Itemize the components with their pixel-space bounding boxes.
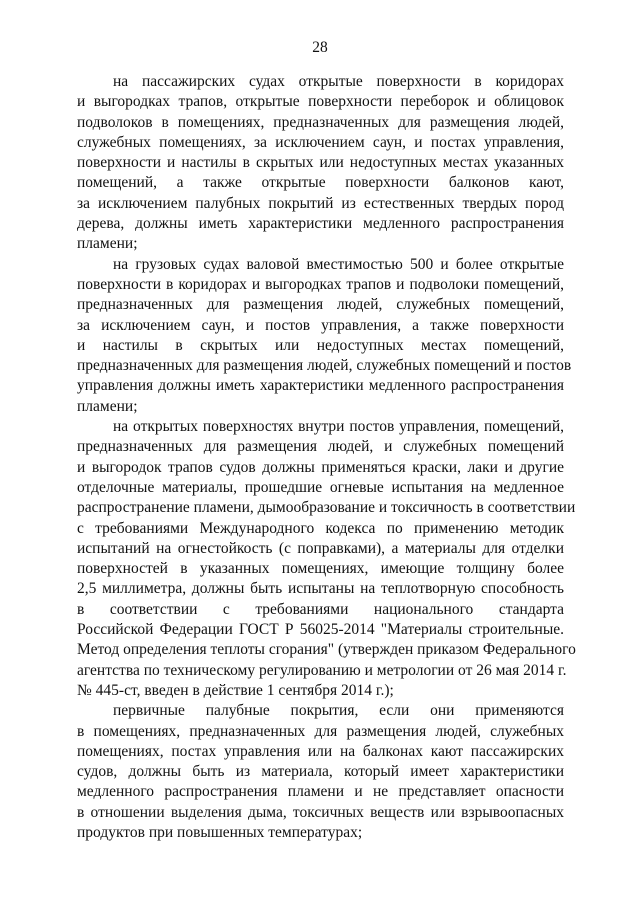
paragraph: [77, 701, 564, 843]
text-line: в отношении выделения дыма, токсичных веществ или взрывоопасных: [77, 803, 564, 821]
text-line: с требованиями Международного кодекса по применению методик: [77, 519, 564, 537]
text-line: агентства по техническому регулированию и метрологии от 26 мая 2014 г.: [77, 661, 567, 679]
text-line: и выгородок трапов судов должны применяться краски, лаки и другие: [77, 458, 564, 476]
text-line: дерева, должны иметь характеристики медленного распространения: [77, 215, 564, 233]
text-line: пламени;: [77, 235, 138, 253]
text-line: испытаний на огнестойкость (с поправками), а материалы для отделки: [77, 539, 564, 557]
text-line: на пассажирских судах открытые поверхности в коридорах: [113, 73, 564, 90]
text-line: Метод определения теплоты сгорания" (утвержден приказом Федерального: [77, 641, 576, 659]
text-line: пламени;: [77, 397, 138, 415]
text-line: предназначенных для размещения людей, служебных помещений,: [77, 296, 564, 314]
text-line: на грузовых судах валовой вместимостью 500 и более открытые: [113, 255, 564, 273]
text-line: судов, должны быть из материала, который имеет характеристики: [77, 763, 564, 781]
text-line: поверхности и настилы в скрытых или недоступных местах указанных: [77, 154, 564, 172]
text-line: подволоков в помещениях, предназначенных для размещения людей,: [77, 113, 564, 131]
text-line: распространение пламени, дымообразование и токсичность в соответствии: [77, 499, 576, 517]
text-line: помещений, а также открытые поверхности балконов кают,: [77, 174, 564, 192]
text-line: на открытых поверхностях внутри постов управления, помещений,: [113, 418, 564, 436]
text-line: 2,5 миллиметра, должны быть испытаны на теплотворную способность: [77, 580, 564, 598]
text-line: служебных помещениях, за исключением саун, и постах управления,: [77, 133, 564, 151]
text-line: Российской Федерации ГОСТ Р 56025-2014 "Материалы строительные.: [77, 621, 564, 639]
text-line: и настилы в скрытых или недоступных местах помещений,: [77, 336, 564, 354]
paragraph: [77, 72, 564, 255]
text-line: поверхностей в указанных помещениях, имеющие толщину более: [77, 560, 564, 578]
text-line: за исключением палубных покрытий из естественных твердых пород: [77, 194, 564, 212]
text-line: в помещениях, предназначенных для размещения людей, служебных: [77, 722, 564, 740]
text-line: отделочные материалы, прошедшие огневые испытания на медленное: [77, 478, 564, 496]
page-number: 28: [312, 39, 328, 56]
text-line: первичные палубные покрытия, если они применяются: [113, 702, 564, 720]
paragraph: [77, 255, 572, 417]
document-body: [77, 72, 576, 843]
text-line: поверхности в коридорах и выгородках трапов и подволоки помещений,: [77, 275, 564, 293]
text-line: за исключением саун, и постов управления, а также поверхности: [77, 316, 564, 334]
text-line: помещениях, постах управления или на балконах кают пассажирских: [77, 742, 564, 760]
text-line: предназначенных для размещения людей, и служебных помещений: [77, 438, 564, 456]
paragraph: [77, 417, 576, 701]
text-line: предназначенных для размещения людей, служебных помещений и постов: [77, 357, 572, 375]
text-line: управления должны иметь характеристики медленного распространения: [77, 377, 564, 395]
text-line: в соответствии с требованиями национального стандарта: [77, 600, 564, 618]
text-line: № 445-ст, введен в действие 1 сентября 2014 г.);: [77, 681, 394, 699]
text-line: медленного распространения пламени и не представляет опасности: [77, 783, 564, 801]
text-line: и выгородках трапов, открытые поверхности переборок и облицовок: [77, 93, 564, 111]
text-line: продуктов при повышенных температурах;: [77, 823, 363, 841]
